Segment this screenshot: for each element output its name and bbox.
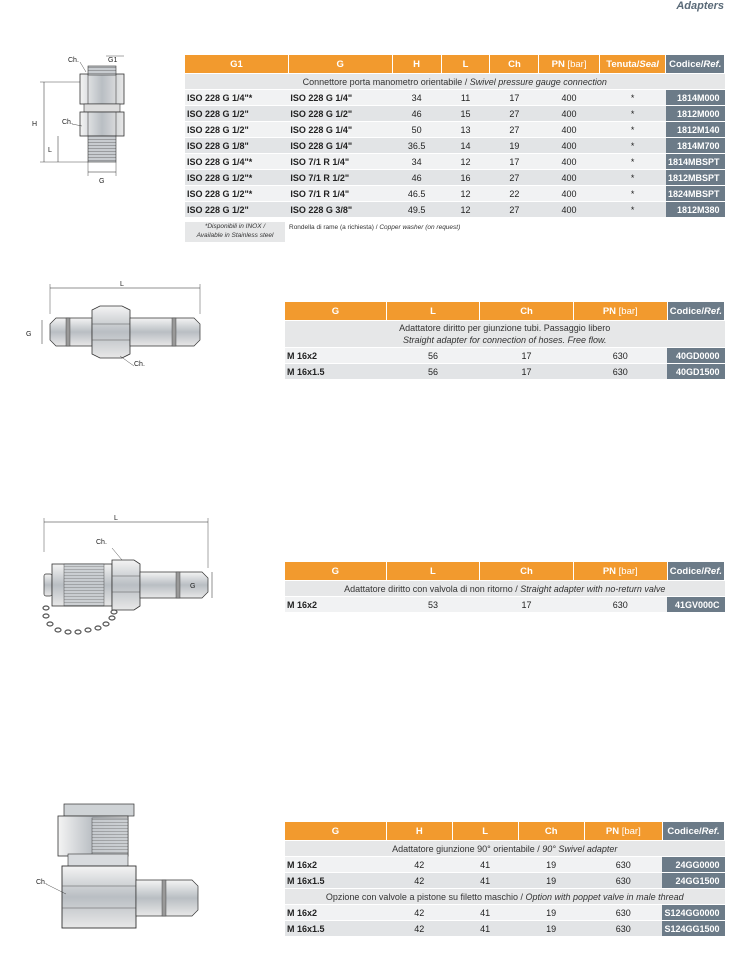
- d1-h-label: H: [32, 121, 38, 128]
- header-g: G: [285, 822, 386, 841]
- header-ch: Ch: [518, 822, 584, 841]
- header-code: Codice/Ref.: [667, 562, 724, 581]
- d3-g-label: G: [190, 583, 196, 590]
- header-g1: G1: [185, 55, 288, 74]
- table-swivel-gauge-connection: [185, 55, 725, 218]
- header-pn: PN [bar]: [573, 562, 667, 581]
- table4-section-1: Adattatore giunzione 90° orientabile / 90° Swivel adapter: [285, 841, 725, 857]
- header-ch: Ch: [480, 562, 574, 581]
- table-row: M 16x2 42 41 19 630 S124GG0000: [285, 905, 725, 921]
- d1-g-label: G: [99, 178, 105, 185]
- table-row: M 16x2 42 41 19 630 24GG0000: [285, 857, 725, 873]
- table-row: ISO 228 G 1/2" ISO 228 G 3/8" 49.5 12 27 400 * 1812M380: [185, 202, 725, 218]
- header-l: L: [386, 562, 479, 581]
- table-row: ISO 228 G 1/2" ISO 228 G 1/2" 46 15 27 400 * 1812M000: [185, 106, 725, 122]
- header-g: G: [285, 302, 386, 321]
- header-ch: Ch: [480, 302, 574, 321]
- header-seal: Tenuta/Seal: [599, 55, 666, 74]
- table-row: ISO 228 G 1/4"* ISO 7/1 R 1/4" 34 12 17 400 * 1814MBSPT: [185, 154, 725, 170]
- d2-ch-label: Ch.: [134, 361, 145, 368]
- table-row: M 16x1.5 42 41 19 630 24GG1500: [285, 873, 725, 889]
- header-l: L: [452, 822, 518, 841]
- header-code: Codice/Ref.: [666, 55, 725, 74]
- table-row: ISO 228 G 1/4"* ISO 228 G 1/4" 34 11 17 400 * 1814M000: [185, 90, 725, 106]
- drawing-straight-adapter: [22, 280, 212, 370]
- d1-g1-label: G1: [108, 57, 118, 64]
- table4-section-2: Opzione con valvole a pistone su filetto maschio / Option with poppet valve in male thread: [285, 889, 725, 905]
- table-row: ISO 228 G 1/2"* ISO 7/1 R 1/2" 46 16 27 400 * 1812MBSPT: [185, 170, 725, 186]
- table-row: M 16x2 53 17 630 41GV000C: [285, 597, 725, 613]
- header-l: L: [386, 302, 479, 321]
- d2-g-label: G: [26, 331, 32, 338]
- page-title: Adapters: [676, 0, 724, 12]
- header-h: H: [386, 822, 452, 841]
- d4-ch-label: Ch.: [36, 879, 47, 886]
- note-copper-washer: Rondella di rame (a richiesta) / Copper washer (on request): [289, 224, 461, 231]
- table-row: ISO 228 G 1/2"* ISO 7/1 R 1/4" 46.5 12 22 400 * 1824MBSPT: [185, 186, 725, 202]
- header-code: Codice/Ref.: [667, 302, 724, 321]
- table2-section: Adattatore diritto per giunzione tubi. Passaggio libero Straight adapter for connection of hoses. Free flow.: [285, 321, 725, 348]
- header-g: G: [288, 55, 392, 74]
- header-h: H: [392, 55, 441, 74]
- header-pn: PN [bar]: [539, 55, 599, 74]
- d1-ch-top-label: Ch.: [68, 57, 79, 64]
- header-code: Codice/Ref.: [662, 822, 724, 841]
- drawing-no-return-adapter: [30, 512, 220, 652]
- table-row: M 16x1.5 42 41 19 630 S124GG1500: [285, 921, 725, 937]
- table-no-return-adapter: [285, 562, 725, 613]
- table-straight-adapter: [285, 302, 725, 380]
- d1-ch-mid-label: Ch.: [62, 119, 73, 126]
- header-ch: Ch: [490, 55, 539, 74]
- note-stainless: *Disponibili in INOX / Available in Stainless steel: [185, 222, 285, 242]
- table-row: ISO 228 G 1/8" ISO 228 G 1/4" 36.5 14 19 400 * 1814M700: [185, 138, 725, 154]
- table3-section: Adattatore diritto con valvola di non ritorno / Straight adapter with no-return valve: [285, 581, 725, 597]
- d3-l-label: L: [114, 515, 118, 522]
- drawing-swivel-gauge-connector: [28, 52, 138, 192]
- table-row: ISO 228 G 1/2" ISO 228 G 1/4" 50 13 27 400 * 1812M140: [185, 122, 725, 138]
- table1-section: Connettore porta manometro orientabile / Swivel pressure gauge connection: [185, 74, 725, 90]
- header-l: L: [441, 55, 490, 74]
- header-pn: PN [bar]: [584, 822, 662, 841]
- drawing-90-swivel-adapter: [36, 798, 216, 938]
- d3-ch-label: Ch.: [96, 539, 107, 546]
- d1-l-label: L: [48, 147, 52, 154]
- d2-l-label: L: [120, 281, 124, 288]
- table-90-swivel-adapter: [285, 822, 725, 937]
- table-row: M 16x2 56 17 630 40GD0000: [285, 348, 725, 364]
- table-row: M 16x1.5 56 17 630 40GD1500: [285, 364, 725, 380]
- header-pn: PN [bar]: [573, 302, 667, 321]
- header-g: G: [285, 562, 386, 581]
